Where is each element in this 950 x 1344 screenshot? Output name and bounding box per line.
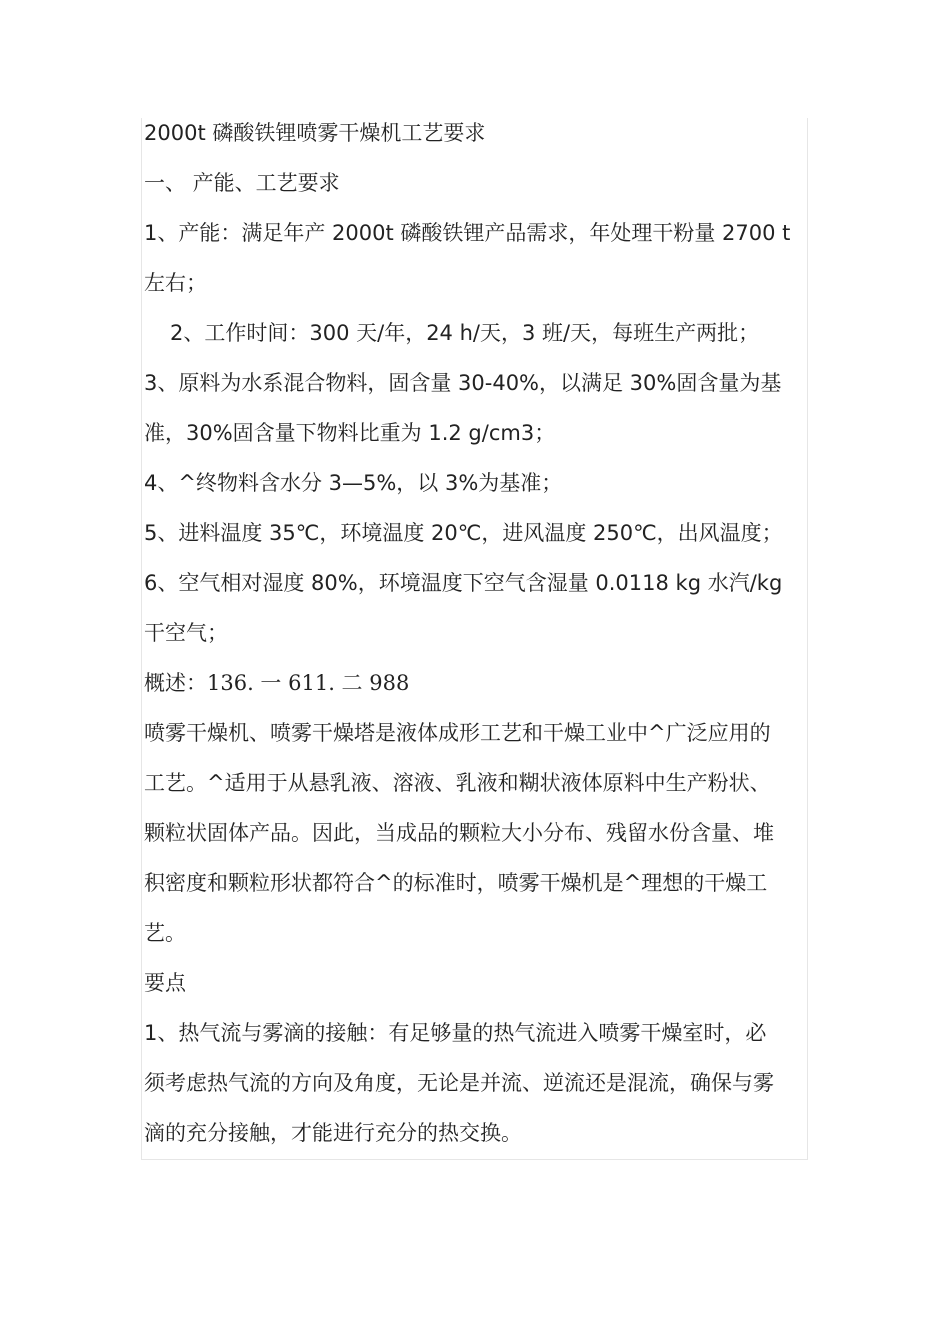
key-point-line: 滴的充分接触，才能进行充分的热交换。 [144,1121,522,1145]
requirement-line: 4、^终物料含水分 3—5%，以 3%为基准； [144,471,563,495]
key-points-heading: 要点 [144,971,186,995]
document-body [144,108,812,1158]
overview-paragraph-line: 积密度和颗粒形状都符合^的标准时，喷雾干燥机是^理想的干燥工 [144,871,768,895]
requirement-line: 1、产能：满足年产 2000t 磷酸铁锂产品需求，年处理干粉量 2700 t [144,221,791,245]
overview-paragraph-line: 喷雾干燥机、喷雾干燥塔是液体成形工艺和干燥工业中^广泛应用的 [144,721,771,745]
requirement-line: 3、原料为水系混合物料，固含量 30-40%，以满足 30%固含量为基 [144,371,782,395]
requirement-line: 5、进料温度 35℃，环境温度 20℃，进风温度 250℃，出风温度； [144,521,783,545]
overview-number: 136. 一 611. 二 988 [207,671,410,695]
document-title: 2000t 磷酸铁锂喷雾干燥机工艺要求 [144,121,486,145]
requirement-line: 准，30%固含量下物料比重为 1.2 g/cm3； [144,421,556,445]
overview-line [144,658,812,708]
key-point-line: 1、热气流与雾滴的接触：有足够量的热气流进入喷雾干燥室时，必 [144,1021,767,1045]
key-point-line: 须考虑热气流的方向及角度，无论是并流、逆流还是混流，确保与雾 [144,1071,774,1095]
requirement-line: 干空气； [144,621,228,645]
requirement-line: 左右； [144,271,207,295]
section-heading: 一、 产能、工艺要求 [144,171,340,195]
overview-paragraph-line: 工艺。^适用于从悬乳液、溶液、乳液和糊状液体原料中生产粉状、 [144,771,771,795]
overview-paragraph-line: 艺。 [144,921,186,945]
overview-label: 概述： [144,671,207,695]
requirement-line: 6、空气相对湿度 80%，环境温度下空气含湿量 0.0118 kg 水汽/kg [144,571,783,595]
requirement-line: 2、工作时间：300 天/年，24 h/天，3 班/天，每班生产两批； [170,321,760,345]
overview-paragraph-line: 颗粒状固体产品。因此，当成品的颗粒大小分布、残留水份含量、堆 [144,821,774,845]
